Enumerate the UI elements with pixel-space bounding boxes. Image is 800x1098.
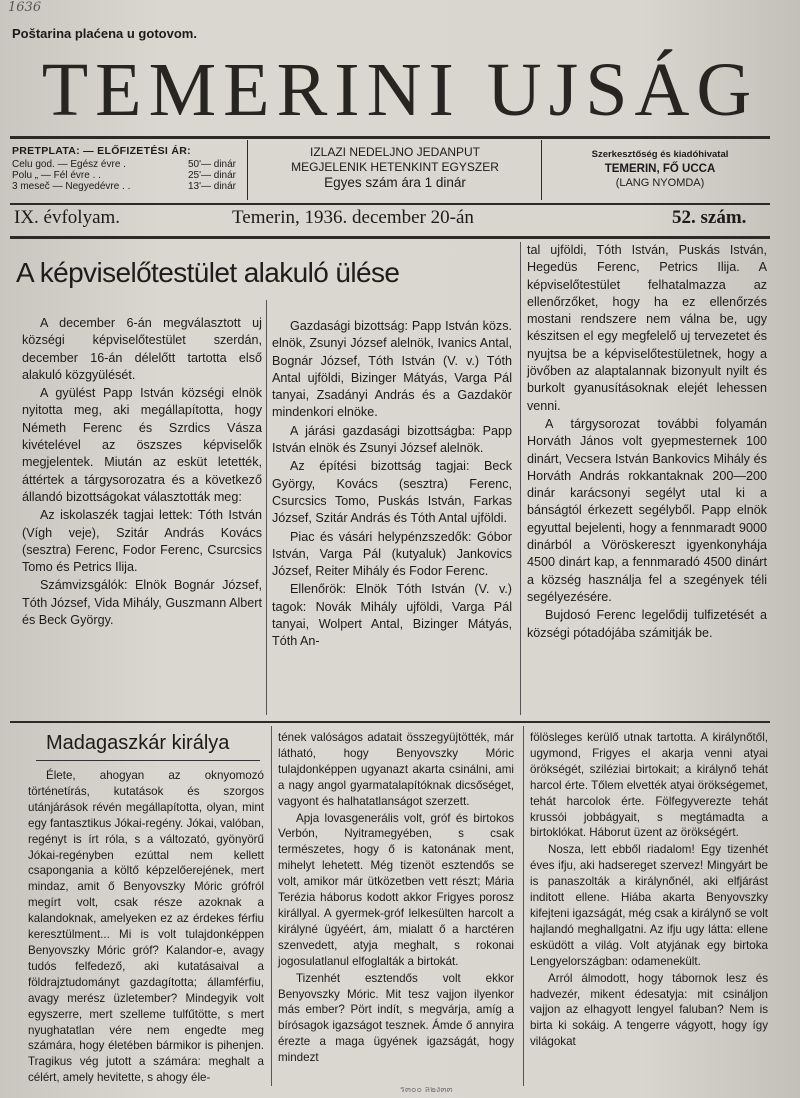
article1-column-2 <box>272 318 512 652</box>
pricing-value: 50'— dinár <box>187 159 236 170</box>
editorial-address: TEMERIN, FŐ UCCA <box>604 163 716 175</box>
paragraph: A gyülést Papp István községi elnök nyitotta meg, aki megállapította, hogy Németh Ferenc és Szrdics Vásza kivételével az öszszes képviselők megjelentek. Miután az esküt letették, áttértek a tárgysorozatra és a következő állandó bizottságokat választották meg: <box>22 386 262 504</box>
article-separator <box>10 721 770 723</box>
headline-underline <box>36 760 260 761</box>
editorial-printer: (LANG NYOMDA) <box>615 177 705 189</box>
editorial-line: Szerkesztőség és kiadóhivatal <box>591 149 729 160</box>
pricing-heading: PRETPLATA: — ELŐFIZETÉSI ÁR: <box>12 145 191 157</box>
pricing-row <box>12 181 252 192</box>
header-divider <box>541 140 542 200</box>
article2-column-2 <box>278 730 514 1067</box>
header-divider <box>247 140 248 200</box>
pricing-box <box>12 146 252 192</box>
paragraph: Piac és vásári helypénzszedők: Góbor István, Varga Pál (kutyaluk) Jankovics József, Reiter Mihály és Fodor Ferenc. <box>272 529 512 579</box>
article2-column-1 <box>28 768 264 1087</box>
article1-column-3 <box>527 242 767 643</box>
article-headline: Madagaszkár királya <box>46 732 230 754</box>
header-rule-top <box>10 136 770 139</box>
paragraph: Ellenőrök: Elnök Tóth István (V. v.) tagok: Novák Mihály ujföldi, Varga Pál tanyai, Wolpert Antal, Bizinger Mátyás, Tóth An- <box>272 582 512 649</box>
article-headline: A képviselőtestület alakuló ülése <box>16 257 400 288</box>
footer-scribble: ร๓๐๐ ล๒ง๓๓ <box>400 1084 453 1094</box>
header-rule-bottom <box>10 236 770 239</box>
pricing-label: Polu „ — Fél évre . . <box>12 170 101 181</box>
column-divider <box>520 242 521 715</box>
pricing-row <box>12 170 252 181</box>
paragraph: Tizenhét esztendős volt ekkor Benyovszky Móric. Mit tesz vajjon ilyenkor más ember? Pört indít, s megvárja, amíg a bírósagok igazságot tesznek. Ámde ő annyira érezte a maga ügyének igazságát, hogy mindezt <box>278 971 514 1065</box>
paragraph: Arról álmodott, hogy tábornok lesz és hadvezér, mikent édesatyja: mit csináljon vajjon az elhagyott lengyel faluban? Nem is birta ki sokáig. A tengerre vágyott, hogy így világokat <box>530 971 768 1049</box>
pricing-row <box>12 159 252 170</box>
paragraph: tének valóságos adatait összegyüjtötték, már látható, hogy Benyovszky Móric tulajdonképpen ugyanazt akarta csinálni, ami a nagy angol gyarmatalapítóknak dicsőséget, vagyont és halhatatlanságot szerzett. <box>278 731 514 808</box>
pricing-value: 25'— dinár <box>187 170 236 181</box>
paragraph: A járási gazdasági bizottságba: Papp István elnök és Zsunyi József alelnök. <box>272 423 512 456</box>
editorial-box <box>548 148 772 190</box>
paragraph: Apja lovasgenerális volt, gróf és birtokos Verbón, Nyitramegyében, s csak természetes, hogy ő is katonának ment, mihelyt lehetett. Még tizenöt esztendős se volt, amikor már ütközetben vett részt; Mária Terézia háborus kodott akkor Frigyes porosz királlyal. A gyermek-gróf lelkesülten harcolt a királyné ügyéért, ám, mialatt ő a harctéren szenvedett, atyja meghalt, s rokonai jogosulatlanul elfoglalták a birtokát. <box>278 811 514 968</box>
paragraph: Az építési bizottság tagjai: Beck György, Kovács (sesztra) Ferenc, Csurcsics Tomo, Puskás István, Farkas József, Szitár András és Tóth Antal ujföldi. <box>272 459 512 526</box>
paragraph: Számvizsgálók: Elnök Bognár József, Tóth József, Vida Mihály, Guszmann Albert és Beck György. <box>22 578 262 628</box>
issue-volume: IX. évfolyam. <box>14 207 121 228</box>
paragraph: Gazdasági bizottság: Papp István közs. elnök, Zsunyi József alelnök, Ivanics Antal, Bognár József, Tóth István (V. v.) Tóth Antal ujföldi, Bizinger Mátyás, Varga Pál tanyai, Zsadányi András és a Gazdakör mindenkori elnöke. <box>272 319 512 420</box>
article2-column-3 <box>530 730 768 1051</box>
paragraph: Az iskolaszék tagjai lettek: Tóth István (Vígh veje), Szitár András Kovács (sesztra) Ferenc, Fodor Ferenc, Csurcsics Tomo és Petrics Ilija. <box>22 508 262 575</box>
paragraph: Élete, ahogyan az oknyomozó történetírás, kutatások és szorgos utánjárások révén megállapította, olyan, mint egy fantasztikus Jókai-regény. Jókai, valóban, regényt is írt róla, s a változató, gyönyörű Jókai-regényben ezúttal nem kellett csapongania a költő képzelőerejének, mert mindaz, amit ő Benyovszky Móric grófról megírt volt, csak része azoknak a kalandoknak, amelyeken ez az érdekes férfiu keresztülment... Mi is volt tulajdonképpen Benyovszky Móric gróf? Kalandor-e, avagy tudós felfedező, aki kutatásaival a földrajztudományt gazdagította; államférfiu, avagy merész üzletember? Mindegyik volt egyszerre, mert szelleme tulfűtötte, s mert nyughatatlan vére nem engedte meg számára, hogy életében bármikor is pihenjen. Tragikus vég jutott a számára: meghalt a célért, amely hevitette, s ahogy éle- <box>28 769 264 1085</box>
publication-box <box>250 145 540 190</box>
paragraph: Nosza, lett ebből riadalom! Egy tizenhét éves ifju, aki hadsereget szervez! Mingyárt be is panaszolták a királynőnél, aki elfjárást inditott ellene. Hiába akarta Benyovszky kifejteni igazságát, még csak a királynő se volt hajlandó meghallgatni. Az ifju ugy látta: ellene esküdött a világ. Volt atyjának egy birtoka Lengyelországban: odamenekült. <box>530 843 768 968</box>
pricing-label: Celu god. — Egész évre . <box>12 159 126 170</box>
column-divider <box>523 726 524 1086</box>
column-divider <box>271 726 272 1086</box>
handwritten-note: 1636 <box>8 0 42 15</box>
issue-number: 52. szám. <box>672 207 747 228</box>
masthead-title: TEMERINI UJSÁG <box>41 48 759 132</box>
header-rule-mid <box>10 203 770 205</box>
column-divider <box>266 300 267 715</box>
paragraph: tal ujföldi, Tóth István, Puskás István, Hegedüs Ferenc, Petrics Ilija. A képviselőtestület felhatalmazza az ellenőrzőket, hogy ha ez ellenőrzés mostani rendszere nem válna be, ugy készitsen el egy megfelelő uj tervezetet és nyujtsa be a képviselőtestületnek, hogy a jövőben az alaptalannak bizonyult nyilt és burkolt gyanusításoknak elejét lehessen venni. <box>527 243 767 413</box>
paragraph: A tárgysorozat további folyamán Horváth János volt gyepmesternek 100 dinárt, Vecsera István Bankovics Mihály és Horváth András rokkantaknak 200—200 dinár karácsonyi segélyt utal ki a bánságtól érkezett segélyből. Papp elnök egyuttal bejelenti, hogy a fennmaradt 9000 dinárból a Vöröskereszt igyenkonyhája 4500 dinárt kap, a fennmaradó 4500 dinárt a község használja fel a szegények téli segélyezésére. <box>527 416 767 604</box>
pricing-value: 13'— dinár <box>187 181 236 192</box>
issue-date: Temerin, 1936. december 20-án <box>232 207 474 228</box>
publication-line: IZLAZI NEDELJNO JEDANPUT <box>309 145 481 159</box>
paragraph: Bujdosó Ferenc legelődij tulfizetését a községi pótadójába számitják be. <box>527 608 767 640</box>
publication-line: MEGJELENIK HETENKINT EGYSZER <box>291 160 499 174</box>
paragraph: A december 6-án megválasztott uj községi képviselőtestület szerdán, december 16-án délelőtt tartotta első alakuló közgyülését. <box>22 316 262 382</box>
article1-column-1 <box>22 315 262 630</box>
publication-price: Egyes szám ára 1 dinár <box>324 175 466 190</box>
paragraph: fölösleges kerülő utnak tartotta. A királynőtől, ugymond, Frigyes el akarja venni atyai örökségét, sziléziai birtokait; a királynő tehát harcol érte. Tőlem elvették atyai örökségemet, tehát harcolok érte. Fölfegyverezte tehát krussói jobbágyait, s megtámadta a birtoklókat. Háborut üzent az örökségért. <box>530 731 768 840</box>
pricing-label: 3 meseč — Negyedévre . . <box>12 181 131 192</box>
postal-note: Poštarina plaćena u gotovom. <box>12 26 197 41</box>
